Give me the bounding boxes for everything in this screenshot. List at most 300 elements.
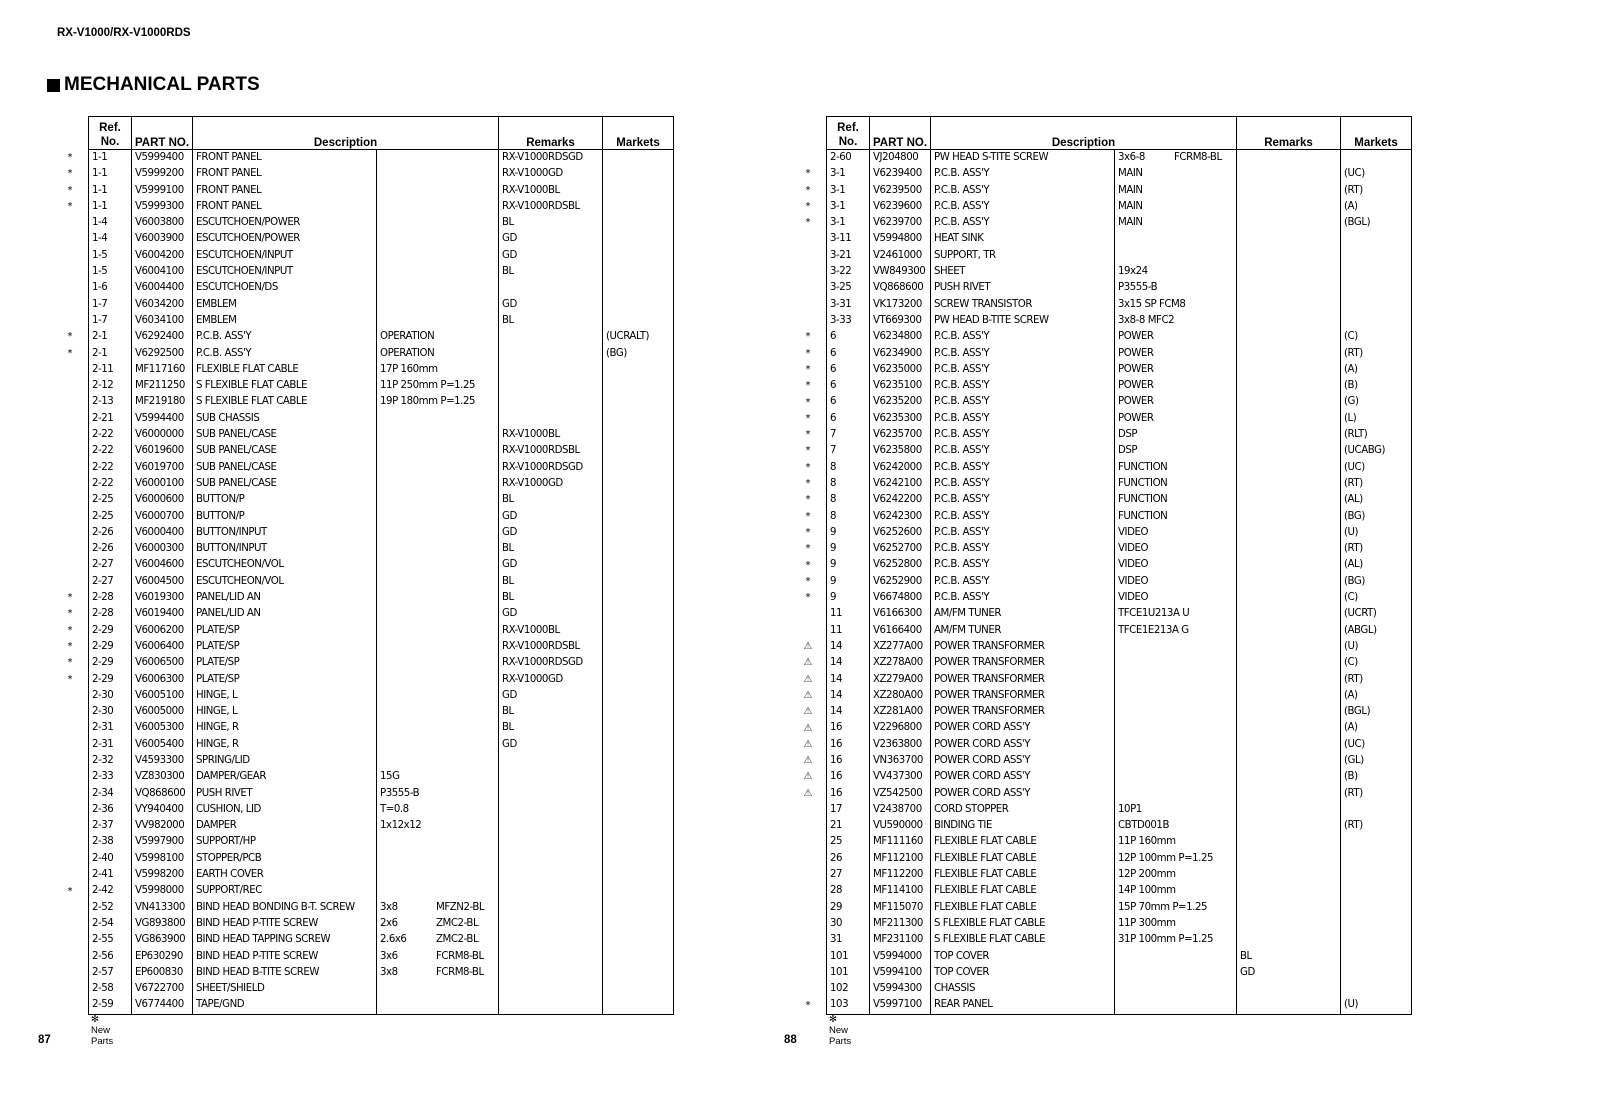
part-number-cell: V5994800 (870, 231, 931, 247)
right-header-row (827, 117, 1412, 150)
remarks-cell (1237, 981, 1341, 997)
spec-finish: MFZN2-BL (436, 901, 485, 913)
ref-cell: 2-41 (89, 867, 132, 883)
part-number-cell: V6235000 (870, 362, 931, 378)
table-row (827, 818, 1412, 834)
table-row (827, 965, 1412, 981)
description-spec-cell (1115, 248, 1237, 264)
ref-cell: 8 (827, 492, 870, 508)
new-part-mark: * (67, 200, 73, 212)
part-number-cell: V6235700 (870, 427, 931, 443)
description-spec-cell: FUNCTION (1115, 460, 1237, 476)
part-number-cell: V6239400 (870, 166, 931, 182)
remarks-cell (499, 867, 603, 883)
ref-cell: 101 (827, 965, 870, 981)
part-number-cell: EP600830 (132, 965, 193, 981)
markets-cell (603, 802, 674, 818)
markets-cell (603, 443, 674, 459)
description-spec-cell: 17P 160mm (377, 362, 499, 378)
part-number-cell: V6000400 (132, 525, 193, 541)
description-cell: AM/FM TUNER (931, 606, 1115, 622)
table-row (827, 215, 1412, 231)
description-cell: POWER TRANSFORMER (931, 688, 1115, 704)
part-number-cell: V2296800 (870, 720, 931, 736)
remarks-cell (499, 329, 603, 345)
description-cell: PW HEAD B-TITE SCREW (931, 313, 1115, 329)
markets-cell (603, 639, 674, 655)
col-ref-header: Ref. No. (827, 117, 870, 150)
description-spec-cell: VIDEO (1115, 541, 1237, 557)
description-cell: SHEET (931, 264, 1115, 280)
remarks-cell (1237, 672, 1341, 688)
description-cell: P.C.B. ASS'Y (931, 329, 1115, 345)
description-spec-cell: VIDEO (1115, 557, 1237, 573)
table-row (827, 981, 1412, 997)
description-cell: S FLEXIBLE FLAT CABLE (193, 378, 377, 394)
ref-cell: 2-55 (89, 932, 132, 948)
ref-cell: 1-1 (89, 199, 132, 215)
ref-cell: 2-11 (89, 362, 132, 378)
table-row (827, 525, 1412, 541)
ref-cell: 16 (827, 769, 870, 785)
table-row (827, 786, 1412, 802)
remarks-cell: RX-V1000RDSBL (499, 199, 603, 215)
description-cell: DAMPER/GEAR (193, 769, 377, 785)
remarks-cell: GD (499, 231, 603, 247)
part-number-cell: V6242100 (870, 476, 931, 492)
ref-cell: 2-25 (89, 509, 132, 525)
description-spec-cell: MAIN (1115, 166, 1237, 182)
table-row (827, 199, 1412, 215)
markets-cell: (G) (1341, 394, 1412, 410)
part-number-cell: V5999300 (132, 199, 193, 215)
ref-cell: 2-22 (89, 460, 132, 476)
table-row (89, 867, 674, 883)
description-cell: POWER CORD ASS'Y (931, 786, 1115, 802)
table-row (827, 183, 1412, 199)
remarks-cell: RX-V1000BL (499, 427, 603, 443)
table-row (89, 916, 674, 932)
ref-cell: 28 (827, 883, 870, 899)
markets-cell (1341, 297, 1412, 313)
table-row (89, 965, 674, 981)
part-number-cell: V2363800 (870, 737, 931, 753)
markets-cell: (C) (1341, 655, 1412, 671)
remarks-cell (1237, 997, 1341, 1014)
ref-cell: 11 (827, 606, 870, 622)
model-name: RX-V1000/RX-V1000RDS (57, 27, 191, 39)
description-spec-cell (377, 851, 499, 867)
ref-cell: 2-22 (89, 427, 132, 443)
table-row (89, 753, 674, 769)
remarks-cell (1237, 704, 1341, 720)
ref-cell: 14 (827, 655, 870, 671)
remarks-cell (1237, 378, 1341, 394)
remarks-cell (1237, 834, 1341, 850)
part-number-cell: V6004200 (132, 248, 193, 264)
description-spec-cell (1115, 672, 1237, 688)
description-cell: HEAT SINK (931, 231, 1115, 247)
table-row (89, 166, 674, 182)
description-cell: P.C.B. ASS'Y (931, 574, 1115, 590)
markets-cell (603, 867, 674, 883)
ref-cell: 25 (827, 834, 870, 850)
table-row (827, 720, 1412, 736)
part-number-cell: XZ281A00 (870, 704, 931, 720)
part-number-cell: V6000600 (132, 492, 193, 508)
table-row (89, 199, 674, 215)
part-number-cell: MF115070 (870, 900, 931, 916)
new-part-mark: * (805, 363, 811, 375)
markets-cell: (RT) (1341, 346, 1412, 362)
ref-cell: 1-1 (89, 183, 132, 199)
ref-cell: 29 (827, 900, 870, 916)
remarks-cell: RX-V1000RDSBL (499, 443, 603, 459)
description-spec-cell (377, 297, 499, 313)
description-cell: P.C.B. ASS'Y (931, 378, 1115, 394)
ref-cell: 3-1 (827, 183, 870, 199)
description-spec-cell: FUNCTION (1115, 492, 1237, 508)
ref-cell: 8 (827, 476, 870, 492)
remarks-cell (1237, 166, 1341, 182)
description-cell: AM/FM TUNER (931, 623, 1115, 639)
spec-size: 2x6 (380, 917, 398, 929)
new-part-mark: * (67, 331, 73, 343)
new-part-mark: * (67, 885, 73, 897)
description-cell: TOP COVER (931, 965, 1115, 981)
ref-cell: 3-1 (827, 166, 870, 182)
new-part-mark: * (805, 526, 811, 538)
part-number-cell: V6239700 (870, 215, 931, 231)
new-part-mark: * (805, 168, 811, 180)
table-row (89, 394, 674, 410)
markets-cell: (AL) (1341, 557, 1412, 573)
description-cell: SUB PANEL/CASE (193, 476, 377, 492)
part-number-cell: V6252900 (870, 574, 931, 590)
description-spec-cell (377, 704, 499, 720)
remarks-cell (1237, 786, 1341, 802)
description-spec-cell: 3x8-8 MFC2 (1115, 313, 1237, 329)
description-spec-cell (377, 525, 499, 541)
description-cell: POWER CORD ASS'Y (931, 769, 1115, 785)
new-part-mark: * (805, 200, 811, 212)
table-row (89, 280, 674, 296)
remarks-cell (1237, 883, 1341, 899)
description-spec-cell (1115, 965, 1237, 981)
table-row (827, 150, 1412, 167)
description-spec-cell (377, 639, 499, 655)
ref-cell: 2-26 (89, 541, 132, 557)
part-number-cell: V6005100 (132, 688, 193, 704)
new-part-mark: * (67, 673, 73, 685)
ref-cell: 102 (827, 981, 870, 997)
description-spec-cell (377, 248, 499, 264)
part-number-cell: VN413300 (132, 900, 193, 916)
description-spec-cell (377, 883, 499, 899)
part-number-cell: V6292400 (132, 329, 193, 345)
markets-cell (1341, 867, 1412, 883)
table-row (827, 606, 1412, 622)
markets-cell (1341, 851, 1412, 867)
new-part-mark: * (805, 217, 811, 229)
markets-cell: (RT) (1341, 818, 1412, 834)
description-cell: ESCUTCHOEN/POWER (193, 231, 377, 247)
description-cell: BIND HEAD B-TITE SCREW (193, 965, 377, 981)
new-part-mark: * (805, 412, 811, 424)
part-number-cell: V6004500 (132, 574, 193, 590)
description-cell: FRONT PANEL (193, 183, 377, 199)
description-cell: P.C.B. ASS'Y (931, 541, 1115, 557)
ref-cell: 1-1 (89, 150, 132, 167)
remarks-cell: RX-V1000GD (499, 672, 603, 688)
part-number-cell: MF211250 (132, 378, 193, 394)
remarks-cell (499, 802, 603, 818)
part-number-cell: V2438700 (870, 802, 931, 818)
part-number-cell: V5998100 (132, 851, 193, 867)
ref-cell: 2-59 (89, 997, 132, 1014)
description-spec-cell: 1x12x12 (377, 818, 499, 834)
remarks-cell: BL (499, 264, 603, 280)
description-cell: POWER TRANSFORMER (931, 672, 1115, 688)
markets-cell (1341, 264, 1412, 280)
remarks-cell (499, 769, 603, 785)
col-markets-header: Markets (1341, 117, 1412, 150)
ref-cell: 1-1 (89, 166, 132, 182)
markets-cell (603, 623, 674, 639)
description-spec-cell: 12P 100mm P=1.25 (1115, 851, 1237, 867)
remarks-cell: RX-V1000RDSGD (499, 460, 603, 476)
part-number-cell: V5994300 (870, 981, 931, 997)
description-cell: PLATE/SP (193, 672, 377, 688)
description-spec-cell: VIDEO (1115, 590, 1237, 606)
ref-cell: 30 (827, 916, 870, 932)
remarks-cell (1237, 492, 1341, 508)
table-row (89, 606, 674, 622)
markets-cell (603, 199, 674, 215)
description-cell: S FLEXIBLE FLAT CABLE (931, 916, 1115, 932)
markets-cell (1341, 313, 1412, 329)
table-row (827, 231, 1412, 247)
ref-cell: 9 (827, 541, 870, 557)
table-row (827, 851, 1412, 867)
spec-size: 3x6-8 (1118, 152, 1145, 163)
description-spec-cell (1115, 981, 1237, 997)
part-number-cell: V6019300 (132, 590, 193, 606)
table-row (89, 932, 674, 948)
part-number-cell: V6005400 (132, 737, 193, 753)
remarks-cell (1237, 525, 1341, 541)
markets-cell (1341, 231, 1412, 247)
table-row (89, 737, 674, 753)
part-number-cell: V6292500 (132, 346, 193, 362)
markets-cell (603, 492, 674, 508)
markets-cell (603, 965, 674, 981)
description-cell: BUTTON/INPUT (193, 525, 377, 541)
ref-cell: 3-25 (827, 280, 870, 296)
markets-cell (603, 378, 674, 394)
remarks-cell (499, 883, 603, 899)
table-row (827, 590, 1412, 606)
table-row (89, 672, 674, 688)
description-cell: BIND HEAD TAPPING SCREW (193, 932, 377, 948)
description-spec-cell (377, 949, 499, 965)
part-number-cell: V6034200 (132, 297, 193, 313)
description-cell: SUPPORT, TR (931, 248, 1115, 264)
markets-cell (603, 883, 674, 899)
description-spec-cell: 19x24 (1115, 264, 1237, 280)
ref-cell: 2-21 (89, 411, 132, 427)
description-cell: BIND HEAD BONDING B-T. SCREW (193, 900, 377, 916)
description-spec-cell (377, 460, 499, 476)
part-number-cell: VG863900 (132, 932, 193, 948)
description-cell: P.C.B. ASS'Y (931, 346, 1115, 362)
new-parts-note: ✻ New Parts (829, 1014, 852, 1047)
description-spec-cell (377, 411, 499, 427)
part-number-cell: V6242300 (870, 509, 931, 525)
ref-cell: 2-42 (89, 883, 132, 899)
description-spec-cell: MAIN (1115, 215, 1237, 231)
description-cell: P.C.B. ASS'Y (931, 394, 1115, 410)
remarks-cell (499, 851, 603, 867)
spec-size: 3x8 (380, 966, 398, 978)
table-row (827, 509, 1412, 525)
markets-cell (603, 297, 674, 313)
markets-cell (603, 509, 674, 525)
description-spec-cell: DSP (1115, 443, 1237, 459)
safety-warning-icon: ⚠ (803, 738, 813, 750)
description-cell: P.C.B. ASS'Y (931, 427, 1115, 443)
description-spec-cell (377, 590, 499, 606)
safety-warning-icon: ⚠ (803, 673, 813, 685)
new-part-mark: * (805, 510, 811, 522)
markets-cell: (RLT) (1341, 427, 1412, 443)
ref-cell: 8 (827, 460, 870, 476)
description-spec-cell (1115, 949, 1237, 965)
markets-cell (1341, 883, 1412, 899)
description-spec-cell: FUNCTION (1115, 476, 1237, 492)
new-part-mark: * (805, 347, 811, 359)
part-number-cell: MF219180 (132, 394, 193, 410)
part-number-cell: XZ277A00 (870, 639, 931, 655)
description-cell: P.C.B. ASS'Y (931, 525, 1115, 541)
markets-cell (603, 362, 674, 378)
description-spec-cell: 19P 180mm P=1.25 (377, 394, 499, 410)
description-spec-cell: POWER (1115, 329, 1237, 345)
description-cell: ESCUTCHOEN/INPUT (193, 248, 377, 264)
markets-cell: (B) (1341, 769, 1412, 785)
remarks-cell (499, 834, 603, 850)
ref-cell: 2-56 (89, 949, 132, 965)
table-row (827, 867, 1412, 883)
part-number-cell: V6004600 (132, 557, 193, 573)
part-number-cell: V6722700 (132, 981, 193, 997)
ref-cell: 2-30 (89, 688, 132, 704)
markets-cell (603, 606, 674, 622)
ref-cell: 14 (827, 688, 870, 704)
markets-cell: (BG) (1341, 574, 1412, 590)
description-cell: FRONT PANEL (193, 199, 377, 215)
description-spec-cell (1115, 786, 1237, 802)
remarks-cell: BL (499, 215, 603, 231)
new-part-mark: * (805, 396, 811, 408)
description-cell: P.C.B. ASS'Y (931, 557, 1115, 573)
markets-cell: (RT) (1341, 672, 1412, 688)
table-row (827, 280, 1412, 296)
table-row (89, 443, 674, 459)
remarks-cell (1237, 150, 1341, 167)
table-row (827, 557, 1412, 573)
ref-cell: 9 (827, 525, 870, 541)
table-row (89, 329, 674, 345)
part-number-cell: V6235100 (870, 378, 931, 394)
markets-cell: (U) (1341, 997, 1412, 1014)
table-row (827, 394, 1412, 410)
description-cell: P.C.B. ASS'Y (193, 329, 377, 345)
markets-cell (603, 394, 674, 410)
description-spec-cell: POWER (1115, 394, 1237, 410)
table-row (827, 769, 1412, 785)
new-part-mark: * (805, 445, 811, 457)
new-part-mark: * (805, 592, 811, 604)
description-cell: FLEXIBLE FLAT CABLE (931, 834, 1115, 850)
description-spec-cell (377, 900, 499, 916)
square-bullet-icon (47, 79, 60, 92)
remarks-cell (1237, 851, 1341, 867)
description-spec-cell: FUNCTION (1115, 509, 1237, 525)
col-ref-header: Ref. No. (89, 117, 132, 150)
part-number-cell: V6019400 (132, 606, 193, 622)
ref-cell: 16 (827, 737, 870, 753)
description-spec-cell: 11P 160mm (1115, 834, 1237, 850)
description-spec-cell (1115, 639, 1237, 655)
ref-cell: 31 (827, 932, 870, 948)
ref-cell: 2-12 (89, 378, 132, 394)
spec-size: 3x8 (380, 901, 398, 913)
ref-cell: 21 (827, 818, 870, 834)
ref-cell: 3-1 (827, 199, 870, 215)
part-number-cell: MF111160 (870, 834, 931, 850)
description-spec-cell: 15P 70mm P=1.25 (1115, 900, 1237, 916)
description-cell: DAMPER (193, 818, 377, 834)
markets-cell: (UCRALT) (603, 329, 674, 345)
description-cell: PLATE/SP (193, 639, 377, 655)
remarks-cell: BL (499, 492, 603, 508)
description-cell: SCREW TRANSISTOR (931, 297, 1115, 313)
description-spec-cell (377, 280, 499, 296)
part-number-cell: V6006200 (132, 623, 193, 639)
new-part-mark: * (805, 331, 811, 343)
remarks-cell (1237, 427, 1341, 443)
part-number-cell: VK173200 (870, 297, 931, 313)
description-cell: POWER CORD ASS'Y (931, 753, 1115, 769)
markets-cell (603, 557, 674, 573)
table-row (827, 574, 1412, 590)
table-row (89, 623, 674, 639)
section-heading (47, 74, 260, 96)
markets-cell (603, 786, 674, 802)
ref-cell: 103 (827, 997, 870, 1014)
description-cell: CHASSIS (931, 981, 1115, 997)
markets-cell (1341, 150, 1412, 167)
col-part-header: PART NO. (870, 117, 931, 150)
table-row (827, 834, 1412, 850)
description-spec-cell (377, 981, 499, 997)
remarks-cell (1237, 932, 1341, 948)
ref-cell: 9 (827, 590, 870, 606)
description-cell: CORD STOPPER (931, 802, 1115, 818)
markets-cell: (A) (1341, 688, 1412, 704)
part-number-cell: V5994100 (870, 965, 931, 981)
